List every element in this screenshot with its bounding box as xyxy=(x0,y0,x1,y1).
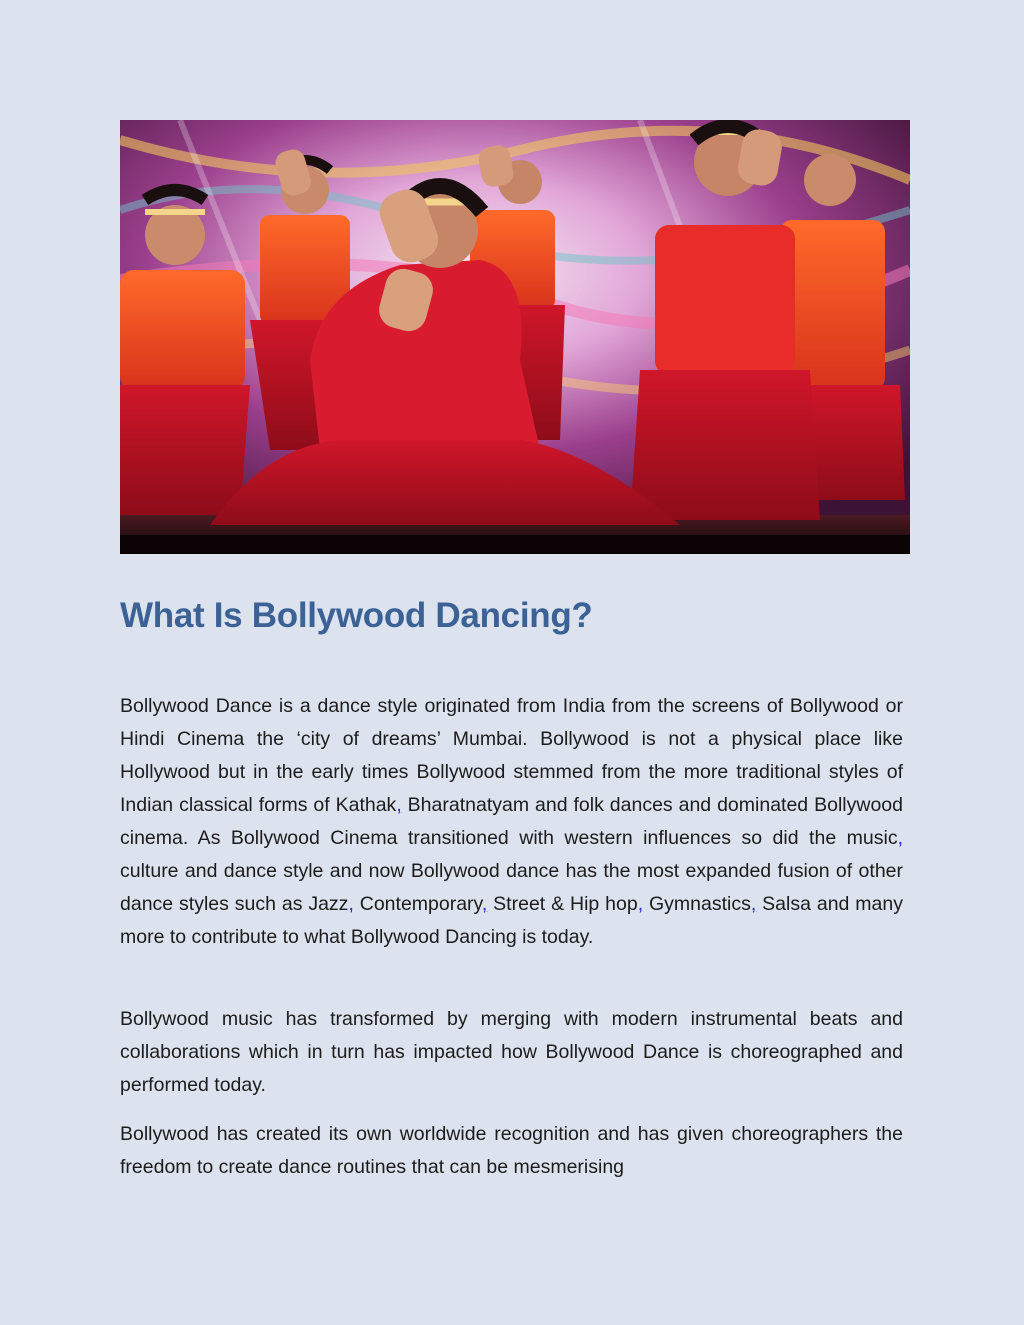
comma-link[interactable]: , xyxy=(481,893,488,915)
paragraph-intro xyxy=(120,690,903,954)
paragraph-intro-text-4: Contemporary xyxy=(353,893,482,915)
paragraph-intro-text-2: Bharatnatyam and folk dances and dominated Bollywood cinema. As Bollywood Cinema transitioned with western influences so did the music xyxy=(120,794,903,849)
paragraph-intro-text-3: culture and dance style and now Bollywood dance has the most expanded fusion of other dance styles such as Jazz xyxy=(120,860,903,915)
comma-link[interactable]: , xyxy=(348,893,354,915)
paragraph-intro-text-7: Salsa and many more to contribute to what Bollywood Dancing is today. xyxy=(120,893,903,948)
comma-link[interactable]: , xyxy=(637,893,644,915)
page-title: What Is Bollywood Dancing? xyxy=(120,596,593,635)
paragraph-intro-text-6: Gymnastics xyxy=(643,893,751,915)
hero-image xyxy=(120,120,910,554)
comma-link[interactable]: , xyxy=(750,893,757,915)
paragraph-intro-text-5: Street & Hip hop xyxy=(487,893,638,915)
paragraph-music: Bollywood music has transformed by merging with modern instrumental beats and collaborations which in turn has impacted how Bollywood Dance is choreographed and performed today. xyxy=(120,1008,903,1096)
paragraph-intro-text-1: Bollywood Dance is a dance style originated from India from the screens of Bollywood or Hindi Cinema the ‘city of dreams’ Mumbai. Bollywood is not a physical place like Hollywood but in the early times Bollywood stemmed from the more traditional styles of Indian classical forms of Kathak xyxy=(120,695,903,816)
dancers-photo xyxy=(120,120,910,554)
comma-link[interactable]: , xyxy=(396,794,402,816)
paragraph-recognition: Bollywood has created its own worldwide recognition and has given choreographers the freedom to create dance routines that can be mesmerising xyxy=(120,1123,903,1178)
comma-link[interactable]: , xyxy=(897,827,903,849)
